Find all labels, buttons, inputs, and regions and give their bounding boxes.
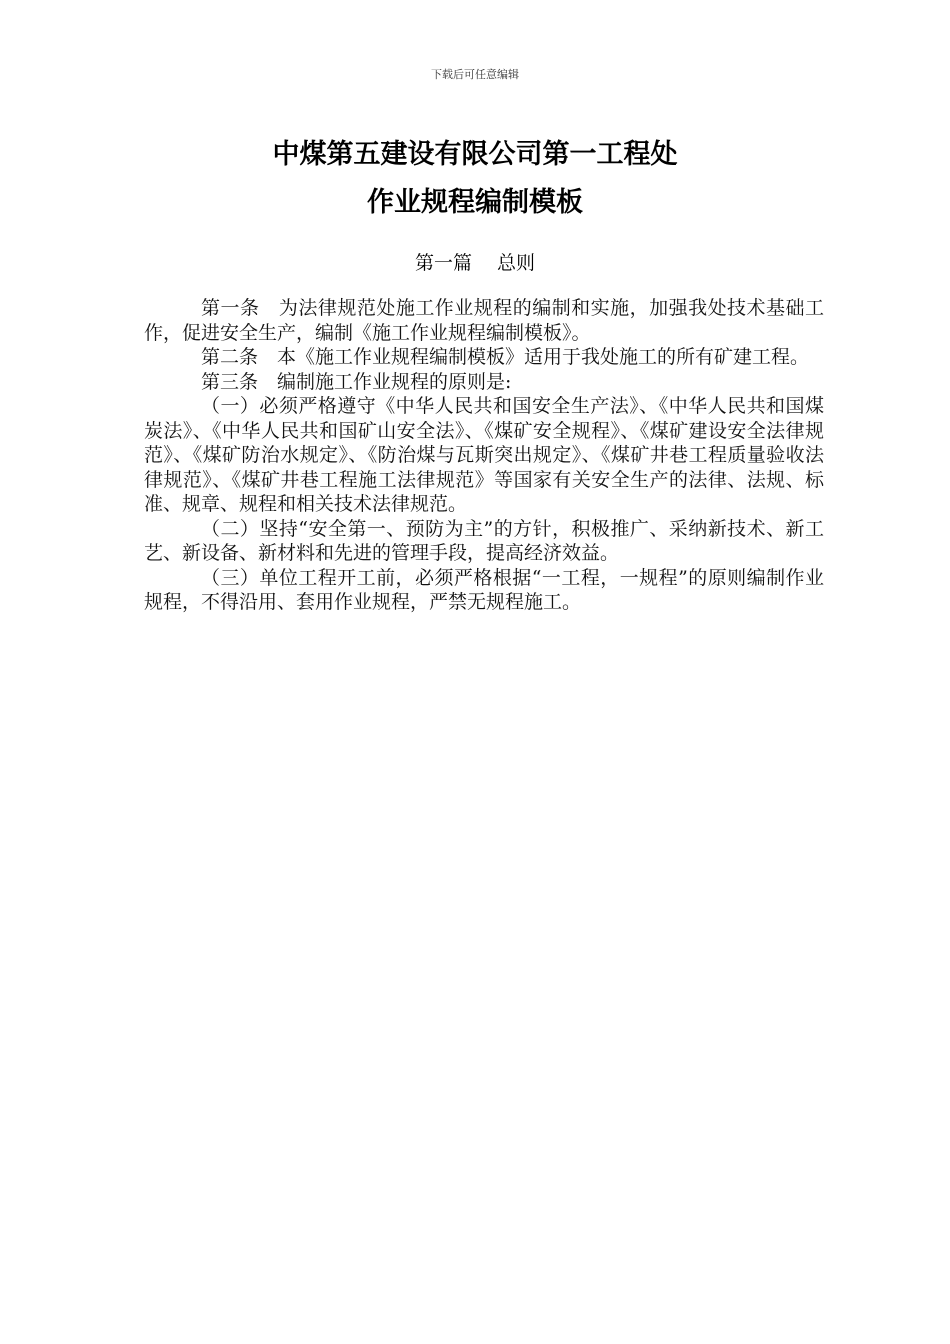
header-note: 下载后可任意编辑 <box>431 68 519 81</box>
principle-1: （一）必须严格遵守《中华人民共和国安全生产法》、《中华人民共和国煤炭法》、《中华人民共和国矿山安全法》、《煤矿安全规程》、《煤矿建设安全法律规范》、《煤矿防治水规定》、《防治煤与瓦斯突出规定》、《煤矿井巷工程质量验收法律规范》、《煤矿井巷工程施工法律规范》等国家有关安全生产的法律、法规、标准、规章、规程和相关技术法律规范。 <box>144 395 824 515</box>
document-title-line-2: 作业规程编制模板 <box>367 187 583 218</box>
article-3: 第三条 编制施工作业规程的原则是: <box>201 370 512 393</box>
section-heading: 第一篇 总则 <box>414 252 536 274</box>
document-title-line-1: 中煤第五建设有限公司第一工程处 <box>272 139 678 170</box>
body-text <box>144 296 824 615</box>
principle-3: （三）单位工程开工前，必须严格根据“一工程，一规程”的原则编制作业规程，不得沿用、套用作业规程，严禁无规程施工。 <box>144 566 824 613</box>
principle-2: （二）坚持“安全第一、预防为主”的方针，积极推广、采纳新技术、新工艺、新设备、新材料和先进的管理手段，提高经济效益。 <box>144 517 824 564</box>
article-1: 第一条 为法律规范处施工作业规程的编制和实施，加强我处技术基础工作，促进安全生产，编制《施工作业规程编制模板》。 <box>144 297 824 344</box>
article-2: 第二条 本《施工作业规程编制模板》适用于我处施工的所有矿建工程。 <box>201 346 810 368</box>
